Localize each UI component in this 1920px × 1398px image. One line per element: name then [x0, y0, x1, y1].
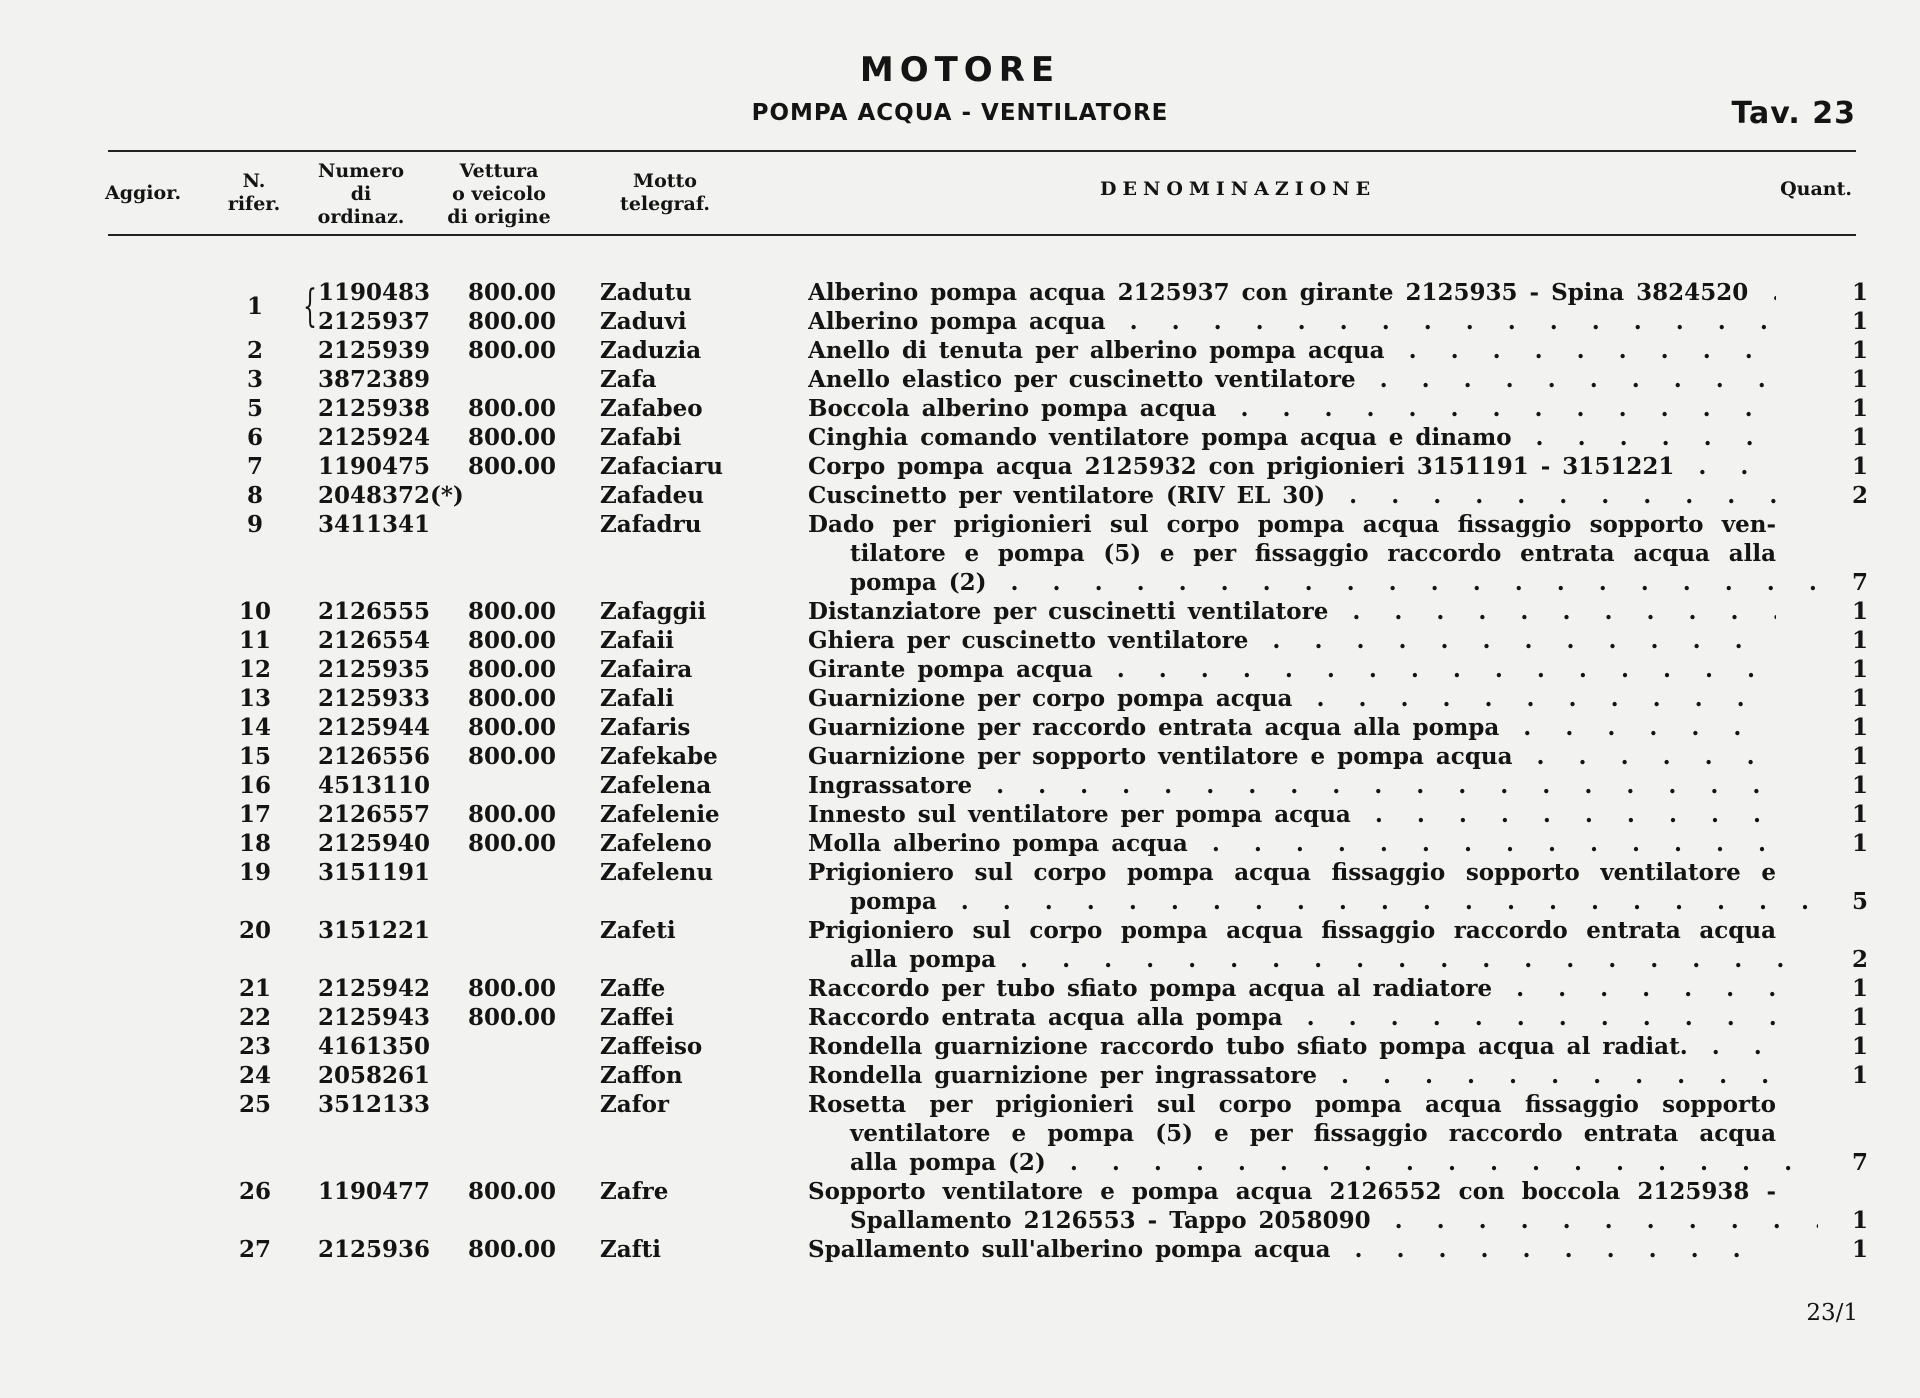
denominazione-line: Anello di tenuta per alberino pompa acqua . . . — [808, 336, 1776, 365]
cell-rif: 5 — [246, 395, 263, 422]
col-header-nrif — [222, 170, 286, 216]
cell-numero: 1190477 — [318, 1178, 431, 1205]
cell-vettura: 800.00 — [468, 395, 557, 422]
denominazione-line: Rondella guarnizione raccordo tubo sfiato pompa acqua al radiat. . . . — [808, 1032, 1776, 1061]
cell-vettura: 800.00 — [468, 975, 557, 1002]
page-subtitle: POMPA ACQUA - VENTILATORE — [751, 100, 1169, 126]
cell-motto: Zaffeiso — [600, 1033, 703, 1060]
cell-motto: Zafekabe — [600, 743, 718, 770]
cell-numero: 1190475 — [318, 453, 431, 480]
cell-rif: 21 — [238, 975, 271, 1002]
cell-motto: Zaduvi — [600, 308, 687, 335]
cell-rif: 8 — [246, 482, 263, 509]
cell-rif: 3 — [246, 366, 263, 393]
cell-denominazione — [808, 858, 1776, 916]
cell-denominazione — [808, 278, 1776, 307]
cell-denominazione — [808, 713, 1776, 742]
cell-vettura: 800.00 — [468, 1236, 557, 1263]
cell-numero: 2125938 — [318, 395, 431, 422]
denominazione-line: Girante pompa acqua . . . — [808, 655, 1776, 684]
cell-rif: 13 — [238, 685, 271, 712]
cell-motto: Zafelena — [600, 772, 712, 799]
denominazione-line: Spallamento sull'alberino pompa acqua . . . — [808, 1235, 1776, 1264]
table-row — [0, 713, 1920, 742]
col-header-motto — [610, 170, 720, 216]
cell-denominazione — [808, 626, 1776, 655]
cell-quant: 7 — [1851, 1149, 1868, 1176]
cell-quant: 1 — [1851, 337, 1868, 364]
brace-symbol: { — [303, 281, 317, 332]
cell-rif: 25 — [238, 1091, 271, 1118]
table-row — [0, 1235, 1920, 1264]
parts-table — [0, 278, 1920, 1264]
cell-quant: 1 — [1851, 366, 1868, 393]
cell-motto: Zafor — [600, 1091, 670, 1118]
cell-denominazione — [808, 452, 1776, 481]
table-row — [0, 742, 1920, 771]
cell-quant: 1 — [1851, 1207, 1868, 1234]
table-row — [0, 800, 1920, 829]
cell-denominazione — [808, 1032, 1776, 1061]
cell-denominazione — [808, 597, 1776, 626]
cell-quant: 2 — [1851, 946, 1868, 973]
cell-vettura: 800.00 — [468, 656, 557, 683]
cell-denominazione — [808, 423, 1776, 452]
cell-rif: 2 — [246, 337, 263, 364]
col-header-vettura-line3: di origine — [447, 206, 551, 228]
table-number: Tav. 23 — [1731, 96, 1856, 131]
cell-motto: Zafeti — [600, 917, 676, 944]
table-row — [0, 307, 1920, 336]
cell-quant: 1 — [1851, 1062, 1868, 1089]
table-row — [0, 916, 1920, 974]
cell-denominazione — [808, 1061, 1776, 1090]
table-row — [0, 1061, 1920, 1090]
cell-quant: 1 — [1851, 1004, 1868, 1031]
cell-quant: 2 — [1851, 482, 1868, 509]
cell-quant: 1 — [1851, 279, 1868, 306]
cell-numero: 4513110 — [318, 772, 431, 799]
cell-numero: 2126555 — [318, 598, 431, 625]
cell-vettura: 800.00 — [468, 1004, 557, 1031]
cell-quant: 1 — [1851, 801, 1868, 828]
denominazione-line: Cuscinetto per ventilatore (RIV EL 30) . . . — [808, 481, 1776, 510]
col-header-numero — [305, 160, 417, 229]
cell-motto: Zafaris — [600, 714, 691, 741]
cell-motto: Zaffe — [600, 975, 666, 1002]
page-title: MOTORE — [859, 50, 1061, 90]
cell-numero: 2058261 — [318, 1062, 431, 1089]
denominazione-line: alla pompa (2) . . . — [808, 1148, 1818, 1177]
cell-numero: 3151221 — [318, 917, 431, 944]
cell-vettura: 800.00 — [468, 337, 557, 364]
cell-rif: 18 — [238, 830, 271, 857]
table-row — [0, 1032, 1920, 1061]
table-row — [0, 858, 1920, 916]
cell-numero: 2125936 — [318, 1236, 431, 1263]
denominazione-line: Corpo pompa acqua 2125932 con prigionieri 3151191 - 3151221 . . . — [808, 452, 1776, 481]
denominazione-line: Ingrassatore . . . — [808, 771, 1776, 800]
table-row — [0, 394, 1920, 423]
cell-vettura: 800.00 — [468, 685, 557, 712]
cell-rif: 7 — [246, 453, 263, 480]
cell-quant: 1 — [1851, 975, 1868, 1002]
cell-motto: Zafabi — [600, 424, 682, 451]
table-row — [0, 423, 1920, 452]
denominazione-line: Sopporto ventilatore e pompa acqua 2126552 con boccola 2125938 - — [808, 1178, 1776, 1205]
cell-quant: 7 — [1851, 569, 1868, 596]
cell-quant: 1 — [1851, 453, 1868, 480]
denominazione-line: alla pompa . . . — [808, 945, 1818, 974]
table-row — [0, 1003, 1920, 1032]
cell-motto: Zafadru — [600, 511, 702, 538]
cell-vettura: 800.00 — [468, 627, 557, 654]
table-row — [0, 597, 1920, 626]
cell-rif: 6 — [246, 424, 263, 451]
denominazione-line: Raccordo per tubo sfiato pompa acqua al radiatore . . . — [808, 974, 1776, 1003]
cell-denominazione — [808, 510, 1776, 597]
cell-rif: 11 — [238, 627, 271, 654]
cell-numero: 3411341 — [318, 511, 431, 538]
cell-motto: Zafali — [600, 685, 674, 712]
cell-rif: 1 — [246, 293, 263, 320]
cell-motto: Zafti — [600, 1236, 661, 1263]
cell-denominazione — [808, 974, 1776, 1003]
col-header-vettura-line1: Vettura — [459, 160, 539, 182]
cell-denominazione — [808, 1090, 1776, 1177]
cell-vettura: 800.00 — [468, 453, 557, 480]
cell-denominazione — [808, 771, 1776, 800]
cell-rif: 24 — [238, 1062, 271, 1089]
denominazione-line: Prigioniero sul corpo pompa acqua fissaggio sopporto ventilatore e — [808, 859, 1776, 886]
cell-rif: 17 — [238, 801, 271, 828]
col-header-numero-line2: di — [350, 183, 372, 205]
cell-rif: 12 — [238, 656, 271, 683]
cell-motto: Zaduzia — [600, 337, 702, 364]
cell-rif: 10 — [238, 598, 271, 625]
table-row — [0, 1090, 1920, 1177]
cell-denominazione — [808, 365, 1776, 394]
table-row — [0, 452, 1920, 481]
cell-numero: 3872389 — [318, 366, 431, 393]
denominazione-line: Guarnizione per corpo pompa acqua . . . — [808, 684, 1776, 713]
cell-quant: 1 — [1851, 308, 1868, 335]
cell-denominazione — [808, 307, 1776, 336]
col-header-motto-line1: Motto — [633, 170, 697, 192]
denominazione-line: Prigioniero sul corpo pompa acqua fissaggio raccordo entrata acqua — [808, 917, 1776, 944]
cell-quant: 1 — [1851, 772, 1868, 799]
denominazione-line: Spallamento 2126553 - Tappo 2058090 . . . — [808, 1206, 1818, 1235]
cell-numero: 4161350 — [318, 1033, 431, 1060]
cell-numero: 2126554 — [318, 627, 431, 654]
cell-numero: 2125924 — [318, 424, 431, 451]
cell-numero: 2125939 — [318, 337, 431, 364]
cell-numero: 1190483 — [318, 279, 431, 306]
denominazione-line: Rondella guarnizione per ingrassatore . . . — [808, 1061, 1776, 1090]
denominazione-line: Rosetta per prigionieri sul corpo pompa acqua fissaggio sopporto — [808, 1091, 1776, 1118]
denominazione-line: ventilatore e pompa (5) e per fissaggio raccordo entrata acqua — [850, 1120, 1776, 1147]
cell-rif: 20 — [238, 917, 271, 944]
cell-quant: 1 — [1851, 830, 1868, 857]
denominazione-line: Distanziatore per cuscinetti ventilatore . . . — [808, 597, 1776, 626]
cell-denominazione — [808, 336, 1776, 365]
cell-numero: 2125940 — [318, 830, 431, 857]
table-row — [0, 365, 1920, 394]
cell-quant: 1 — [1851, 685, 1868, 712]
denominazione-line: Innesto sul ventilatore per pompa acqua . . . — [808, 800, 1776, 829]
col-header-aggior: Aggior. — [105, 182, 182, 204]
cell-denominazione — [808, 1177, 1776, 1235]
cell-denominazione — [808, 916, 1776, 974]
cell-rif: 9 — [246, 511, 263, 538]
denominazione-line: Molla alberino pompa acqua . . . — [808, 829, 1776, 858]
cell-quant: 1 — [1851, 424, 1868, 451]
cell-rif: 14 — [238, 714, 271, 741]
denominazione-line: pompa . . . — [808, 887, 1818, 916]
table-row — [0, 626, 1920, 655]
table-row — [0, 829, 1920, 858]
cell-denominazione — [808, 1235, 1776, 1264]
cell-motto: Zadutu — [600, 279, 692, 306]
cell-numero: 2048372(*) — [318, 482, 464, 509]
cell-vettura: 800.00 — [468, 830, 557, 857]
cell-vettura: 800.00 — [468, 308, 557, 335]
col-header-denominazione: DENOMINAZIONE — [1100, 178, 1377, 200]
col-header-motto-line2: telegraf. — [620, 193, 710, 215]
cell-numero: 2125933 — [318, 685, 431, 712]
cell-motto: Zaffei — [600, 1004, 674, 1031]
denominazione-line: Anello elastico per cuscinetto ventilatore . . . — [808, 365, 1776, 394]
table-row — [0, 1177, 1920, 1235]
cell-denominazione — [808, 394, 1776, 423]
table-row — [0, 684, 1920, 713]
cell-rif: 15 — [238, 743, 271, 770]
cell-numero: 2126556 — [318, 743, 431, 770]
table-row — [0, 336, 1920, 365]
cell-quant: 1 — [1851, 714, 1868, 741]
cell-motto: Zafa — [600, 366, 657, 393]
table-row — [0, 771, 1920, 800]
cell-quant: 5 — [1851, 888, 1868, 915]
cell-numero: 2126557 — [318, 801, 431, 828]
cell-numero: 2125942 — [318, 975, 431, 1002]
cell-motto: Zafelenie — [600, 801, 720, 828]
cell-numero: 2125935 — [318, 656, 431, 683]
cell-rif: 16 — [238, 772, 271, 799]
header-top-rule — [108, 150, 1856, 152]
denominazione-line: Raccordo entrata acqua alla pompa . . . — [808, 1003, 1776, 1032]
cell-vettura: 800.00 — [468, 743, 557, 770]
cell-rif: 23 — [238, 1033, 271, 1060]
col-header-numero-line3: ordinaz. — [317, 206, 405, 228]
cell-motto: Zafaira — [600, 656, 693, 683]
cell-denominazione — [808, 655, 1776, 684]
page-number: 23/1 — [1806, 1300, 1858, 1326]
cell-denominazione — [808, 800, 1776, 829]
cell-rif: 26 — [238, 1178, 271, 1205]
cell-rif: 27 — [238, 1236, 271, 1263]
cell-vettura: 800.00 — [468, 424, 557, 451]
table-row — [0, 655, 1920, 684]
col-header-numero-line1: Numero — [317, 160, 405, 182]
denominazione-line: Guarnizione per sopporto ventilatore e pompa acqua . . . — [808, 742, 1776, 771]
col-header-vettura-line2: o veicolo — [452, 183, 546, 205]
cell-motto: Zafaciaru — [600, 453, 723, 480]
cell-quant: 1 — [1851, 656, 1868, 683]
cell-numero: 3151191 — [318, 859, 431, 886]
cell-rif: 19 — [238, 859, 271, 886]
cell-numero: 3512133 — [318, 1091, 431, 1118]
cell-motto: Zafadeu — [600, 482, 704, 509]
cell-motto: Zafaii — [600, 627, 674, 654]
cell-vettura: 800.00 — [468, 598, 557, 625]
denominazione-line: Dado per prigionieri sul corpo pompa acqua fissaggio sopporto ven- — [808, 511, 1776, 538]
cell-motto: Zafre — [600, 1178, 669, 1205]
cell-numero: 2125943 — [318, 1004, 431, 1031]
denominazione-line: pompa (2) . . . — [808, 568, 1818, 597]
cell-motto: Zafaggii — [600, 598, 707, 625]
cell-vettura: 800.00 — [468, 1178, 557, 1205]
cell-quant: 1 — [1851, 598, 1868, 625]
cell-denominazione — [808, 742, 1776, 771]
denominazione-line: Ghiera per cuscinetto ventilatore . . . — [808, 626, 1776, 655]
cell-vettura: 800.00 — [468, 801, 557, 828]
cell-vettura: 800.00 — [468, 714, 557, 741]
cell-denominazione — [808, 481, 1776, 510]
cell-vettura: 800.00 — [468, 279, 557, 306]
cell-numero: 2125937 — [318, 308, 431, 335]
table-row — [0, 481, 1920, 510]
cell-rif: 22 — [238, 1004, 271, 1031]
cell-quant: 1 — [1851, 627, 1868, 654]
cell-motto: Zafeleno — [600, 830, 712, 857]
table-row — [0, 974, 1920, 1003]
denominazione-line: tilatore e pompa (5) e per fissaggio raccordo entrata acqua alla — [850, 540, 1776, 567]
denominazione-line: Cinghia comando ventilatore pompa acqua e dinamo . . . — [808, 423, 1776, 452]
denominazione-line: Alberino pompa acqua . . . — [808, 307, 1776, 336]
cell-denominazione — [808, 829, 1776, 858]
cell-numero: 2125944 — [318, 714, 431, 741]
denominazione-line: Guarnizione per raccordo entrata acqua alla pompa . . . — [808, 713, 1776, 742]
denominazione-line: Alberino pompa acqua 2125937 con girante 2125935 - Spina 3824520 . . . — [808, 278, 1776, 307]
table-row — [0, 278, 1920, 320]
cell-quant: 1 — [1851, 395, 1868, 422]
col-header-quant: Quant. — [1780, 178, 1852, 200]
denominazione-line: Boccola alberino pompa acqua . . . — [808, 394, 1776, 423]
cell-motto: Zafelenu — [600, 859, 714, 886]
cell-motto: Zafabeo — [600, 395, 703, 422]
cell-denominazione — [808, 684, 1776, 713]
cell-quant: 1 — [1851, 743, 1868, 770]
cell-motto: Zaffon — [600, 1062, 683, 1089]
header-bottom-rule — [108, 234, 1856, 236]
table-row — [0, 510, 1920, 597]
cell-quant: 1 — [1851, 1236, 1868, 1263]
col-header-vettura — [437, 160, 561, 229]
cell-quant: 1 — [1851, 1033, 1868, 1060]
cell-denominazione — [808, 1003, 1776, 1032]
col-header-nrif-line2: rifer. — [227, 193, 281, 215]
col-header-nrif-line1: N. — [242, 170, 266, 192]
